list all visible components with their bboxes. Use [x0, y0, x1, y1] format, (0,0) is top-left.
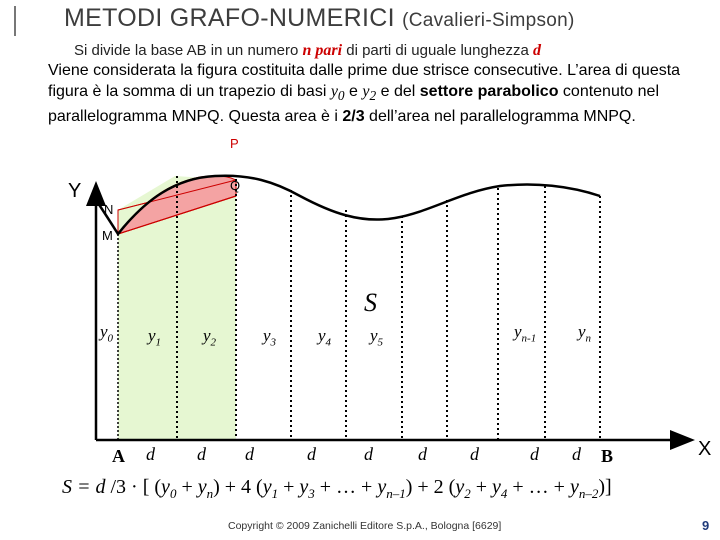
label-point-q: Q: [230, 178, 241, 193]
label-area-s: S: [364, 288, 377, 317]
d-label-9: d: [572, 444, 581, 464]
d-label-5: d: [364, 444, 373, 464]
para-part-3: e del: [376, 83, 420, 100]
intro-prefix: Si divide la base AB in un numero: [74, 42, 303, 59]
formula-yn-1: $y_{n-1}$: [377, 476, 406, 501]
formula-part: /3 · [ (: [105, 476, 162, 498]
ordinate-y2: $y_2$: [203, 326, 217, 349]
para-fraction: 2/3: [342, 108, 365, 126]
formula-yn: $y_n$: [197, 476, 214, 501]
label-point-b: B: [601, 446, 614, 466]
d-label-2: d: [197, 444, 206, 464]
formula-part: +: [470, 476, 493, 498]
formula-y3: $y_3$: [299, 476, 315, 501]
intro-n-pari: n pari: [302, 42, 343, 59]
formula-part: )]: [598, 476, 612, 498]
label-axis-y: Y: [68, 180, 82, 202]
d-label-4: d: [307, 444, 316, 464]
para-part-1: Viene considerata la figura costituita dalle prime due strisce consecutive. L’area di questa figura è la somma di un trapezio di basi: [48, 62, 681, 100]
formula-part: +: [278, 476, 300, 498]
title-subtitle: (Cavalieri-Simpson): [402, 10, 575, 31]
formula-lhs: S =: [62, 476, 96, 498]
formula-y1: $y_1$: [262, 476, 279, 501]
formula-part: ) + 2 (: [405, 476, 456, 498]
ordinate-y5: $y_5$: [370, 326, 384, 349]
intro-mid: di parti di uguale lunghezza: [342, 42, 534, 59]
intro-d: d: [533, 42, 542, 59]
label-point-n: N: [104, 202, 114, 217]
label-axis-x: X: [698, 438, 712, 460]
simpson-formula: [62, 476, 612, 502]
formula-d: d: [95, 476, 106, 498]
formula-part: ) + 4 (: [213, 476, 263, 498]
para-y0: $y_0$: [330, 83, 345, 104]
ordinate-y3: $y_3$: [263, 326, 277, 349]
strip-lines: [177, 176, 600, 440]
formula-y4: $y_4$: [492, 476, 508, 501]
title-main: METODI GRAFO-NUMERICI: [64, 4, 395, 32]
formula-yn-2: $y_{n-2}$: [569, 476, 599, 501]
formula-part: + … +: [314, 476, 378, 498]
para-y2: $y_2$: [362, 83, 377, 104]
d-label-6: d: [418, 444, 427, 464]
label-point-p: P: [230, 136, 239, 151]
d-label-8: d: [530, 444, 539, 464]
d-label-3: d: [245, 444, 254, 464]
page-number: 9: [702, 518, 710, 533]
ordinate-yn-1: $y_{n-1}$: [514, 322, 537, 345]
formula-part: + … +: [507, 476, 570, 498]
ordinate-y0: $y_0$: [100, 322, 114, 345]
formula-y0: $y_0$: [161, 476, 177, 501]
copyright-notice: Copyright © 2009 Zanichelli Editore S.p.A., Bologna [6629]: [228, 520, 502, 532]
label-point-m: M: [102, 228, 113, 243]
label-point-a: A: [112, 446, 125, 466]
ordinate-yn: $y_n$: [578, 322, 592, 345]
ordinate-y4: $y_4$: [318, 326, 332, 349]
formula-y2: $y_2$: [455, 476, 471, 501]
d-label-7: d: [470, 444, 479, 464]
para-part-2: e: [344, 83, 363, 100]
d-label-1: d: [146, 444, 155, 464]
para-part-4: contenuto nel parallelogramma MNPQ. Questa area è i: [48, 83, 659, 126]
formula-part: +: [176, 476, 198, 498]
para-settore: settore parabolico: [419, 83, 559, 100]
ordinate-y1: $y_1$: [148, 326, 162, 349]
para-part-5: dell’area nel parallelogramma MNPQ.: [364, 108, 636, 126]
